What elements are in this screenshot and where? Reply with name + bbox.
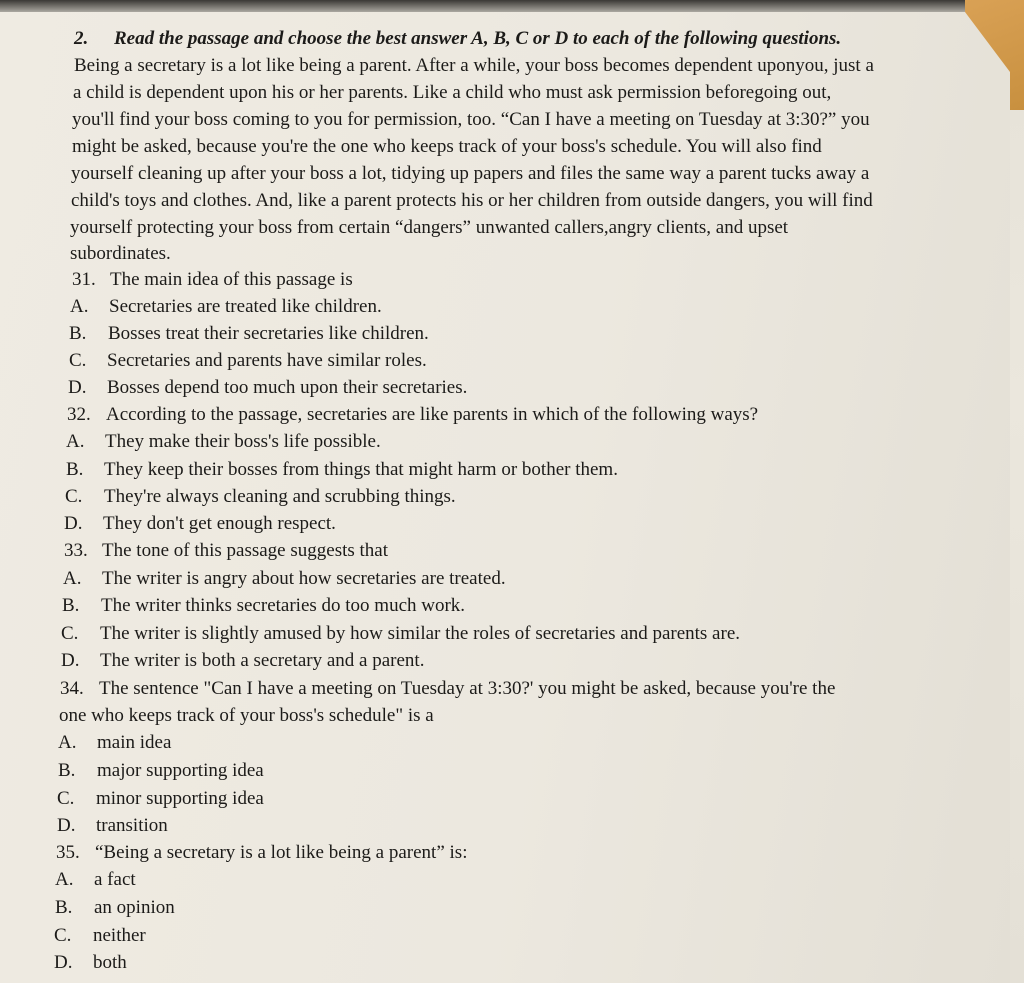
passage-line: you'll find your boss coming to you for permission, too. “Can I have a meeting on Tuesday at 3:30?” you xyxy=(72,109,870,130)
option-text: neither xyxy=(93,925,146,946)
option-text: transition xyxy=(96,815,168,836)
question-stem-continued: one who keeps track of your boss's schedule" is a xyxy=(59,705,434,726)
question-number: 34. xyxy=(60,678,84,699)
passage-line: yourself cleaning up after your boss a lot, tidying up papers and files the same way a parent tucks away a xyxy=(71,163,870,184)
option-letter: C. xyxy=(69,350,87,371)
question-stem: “Being a secretary is a lot like being a parent” is: xyxy=(95,842,468,863)
passage-line: a child is dependent upon his or her parents. Like a child who must ask permission beforegoing out, xyxy=(73,82,832,103)
passage-line: Being a secretary is a lot like being a parent. After a while, your boss becomes dependent uponyou, just a xyxy=(74,55,874,76)
question-stem: The main idea of this passage is xyxy=(110,269,353,290)
option-text: They keep their bosses from things that might harm or bother them. xyxy=(104,459,618,480)
option-letter: B. xyxy=(66,459,84,480)
option-letter: D. xyxy=(61,650,80,671)
question-stem: The sentence "Can I have a meeting on Tuesday at 3:30?' you might be asked, because you're the xyxy=(99,678,836,699)
question-number: 31. xyxy=(72,269,96,290)
option-letter: B. xyxy=(58,760,76,781)
option-text: an opinion xyxy=(94,897,175,918)
option-letter: D. xyxy=(57,815,76,836)
option-letter: A. xyxy=(70,296,89,317)
exercise-instruction: Read the passage and choose the best answer A, B, C or D to each of the following questions. xyxy=(114,28,842,49)
passage-line: subordinates. xyxy=(70,243,171,264)
passage-line: child's toys and clothes. And, like a parent protects his or her children from outside dangers, you will find xyxy=(71,190,873,211)
option-letter: D. xyxy=(64,513,83,534)
option-text: minor supporting idea xyxy=(96,788,264,809)
exercise-number: 2. xyxy=(74,28,89,49)
option-text: Secretaries are treated like children. xyxy=(109,296,382,317)
option-text: both xyxy=(93,952,127,973)
option-letter: A. xyxy=(66,431,85,452)
option-letter: A. xyxy=(58,732,77,753)
question-number: 33. xyxy=(64,540,88,561)
passage-line: might be asked, because you're the one who keeps track of your boss's schedule. You will also find xyxy=(72,136,822,157)
option-letter: B. xyxy=(55,897,73,918)
option-text: major supporting idea xyxy=(97,760,264,781)
option-text: a fact xyxy=(94,869,136,890)
option-text: Secretaries and parents have similar roles. xyxy=(107,350,427,371)
option-text: The writer is slightly amused by how similar the roles of secretaries and parents are. xyxy=(100,623,740,644)
question-stem: According to the passage, secretaries are like parents in which of the following ways? xyxy=(106,404,759,425)
option-letter: C. xyxy=(57,788,75,809)
option-letter: D. xyxy=(54,952,73,973)
question-number: 32. xyxy=(67,404,91,425)
option-letter: D. xyxy=(68,377,87,398)
question-number: 35. xyxy=(56,842,80,863)
option-letter: A. xyxy=(55,869,74,890)
option-letter: C. xyxy=(61,623,79,644)
question-stem: The tone of this passage suggests that xyxy=(102,540,389,561)
option-text: They don't get enough respect. xyxy=(103,513,336,534)
option-text: Bosses treat their secretaries like children. xyxy=(108,323,429,344)
option-text: The writer thinks secretaries do too much work. xyxy=(101,595,466,616)
option-letter: B. xyxy=(62,595,80,616)
option-text: They make their boss's life possible. xyxy=(105,431,381,452)
passage-line: yourself protecting your boss from certain “dangers” unwanted callers,angry clients, and upset xyxy=(70,217,789,238)
option-letter: A. xyxy=(63,568,82,589)
option-letter: C. xyxy=(54,925,72,946)
option-text: They're always cleaning and scrubbing things. xyxy=(104,486,456,507)
option-letter: B. xyxy=(69,323,87,344)
option-text: Bosses depend too much upon their secretaries. xyxy=(107,377,468,398)
option-text: main idea xyxy=(97,732,172,753)
option-letter: C. xyxy=(65,486,83,507)
option-text: The writer is both a secretary and a parent. xyxy=(100,650,425,671)
option-text: The writer is angry about how secretaries are treated. xyxy=(102,568,506,589)
